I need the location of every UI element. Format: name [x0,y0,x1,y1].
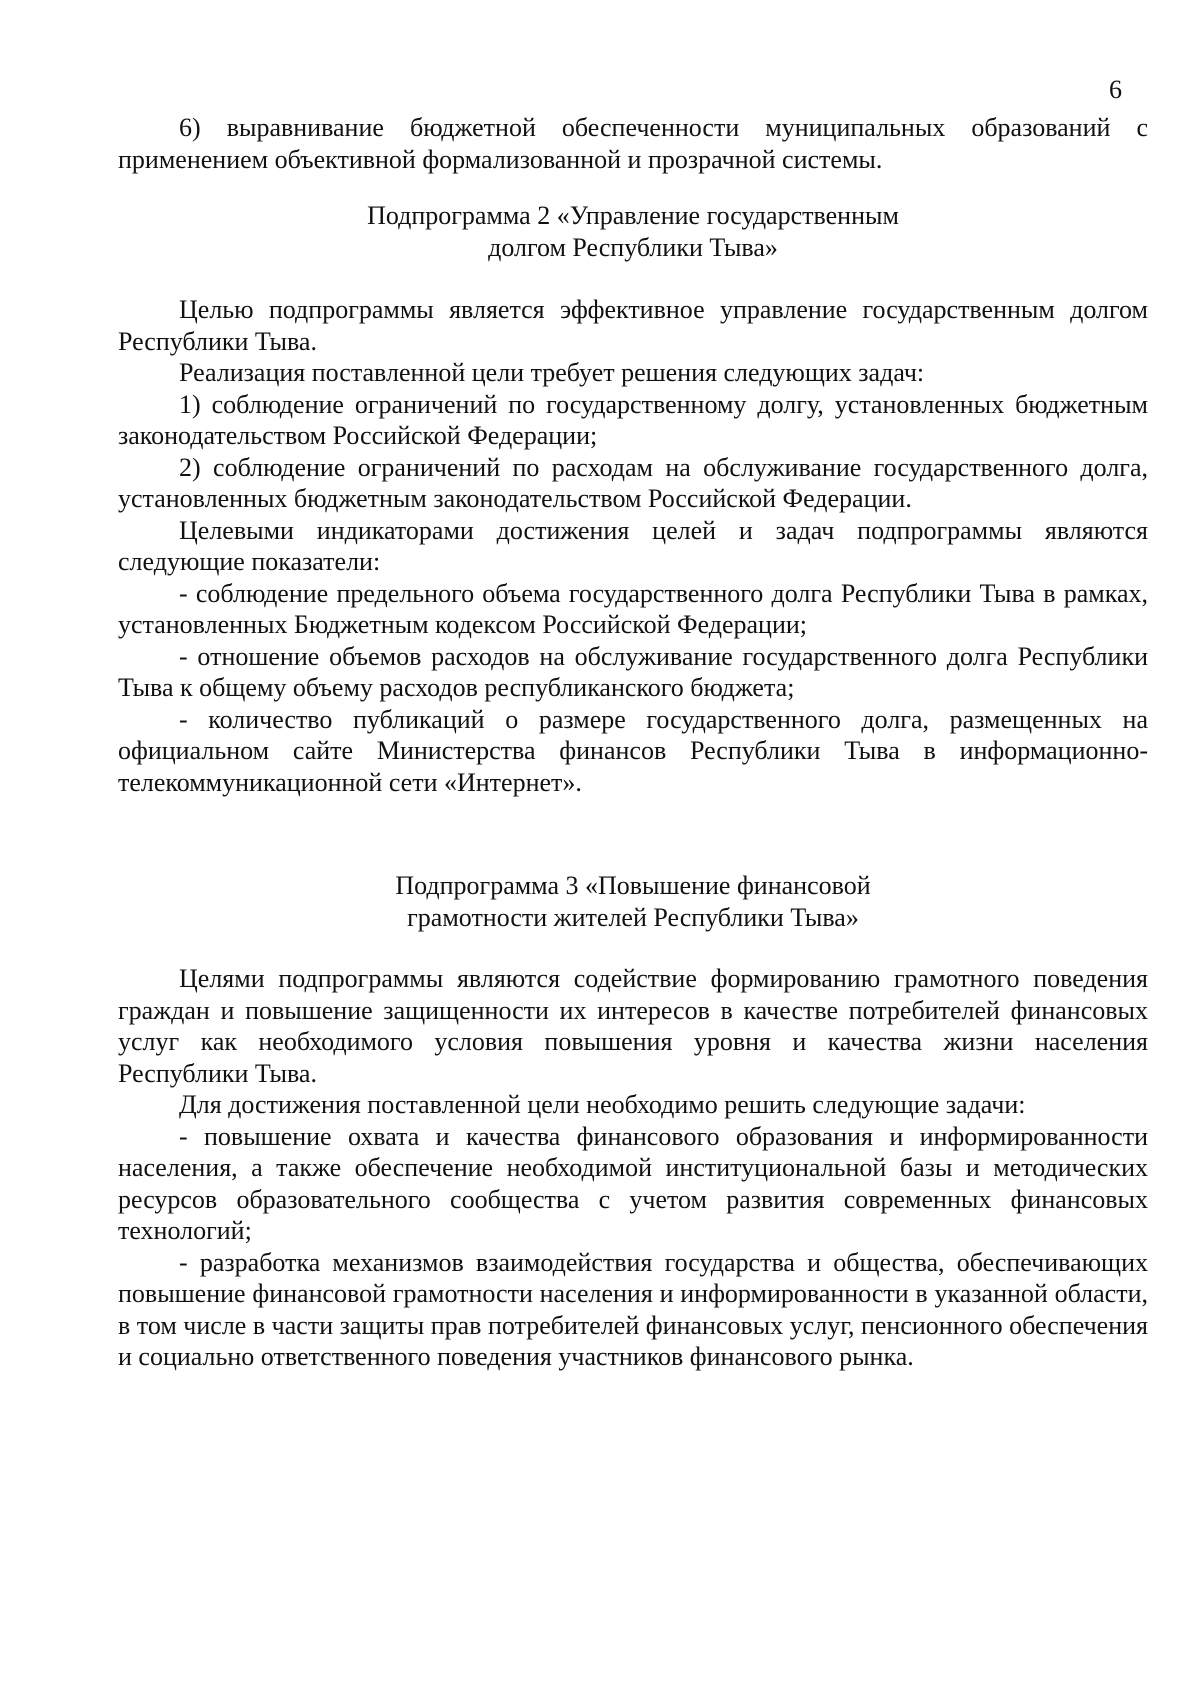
subprogram2-paragraph: Реализация поставленной цели требует решения следующих задач: [179,358,925,387]
subprogram2-paragraph: Целью подпрограммы является эффективное управление государственным долгом Республики Тыва. [118,295,1148,356]
subprogram2-paragraph: 2) соблюдение ограничений по расходам на обслуживание государственного долга, установленных бюджетным законодательством Российской Федерации. [118,452,1148,513]
subprogram2-heading [118,200,1148,263]
subprogram2-body [118,294,1148,798]
subprogram3-title-line2: грамотности жителей Республики Тыва» [407,902,859,932]
intro-item-6: 6) выравнивание бюджетной обеспеченности муниципальных образований с применением объективной формализованной и прозрачной системы. [118,113,1148,174]
subprogram3-heading [118,870,1148,933]
subprogram3-paragraph: - повышение охвата и качества финансового образования и информированности населения, а также обеспечение необходимой институциональной базы и методических ресурсов образовательного сообщества с учетом развития современных финансовых технологий; [118,1121,1148,1245]
subprogram2-title-line2: долгом Республики Тыва» [488,232,778,262]
subprogram3-title-line1: Подпрограмма 3 «Повышение финансовой [395,871,871,900]
subprogram2-paragraph: 1) соблюдение ограничений по государственному долгу, установленных бюджетным законодательством Российской Федерации; [118,389,1148,450]
subprogram3-paragraph: Для достижения поставленной цели необходимо решить следующие задачи: [179,1090,1026,1119]
intro-block [118,112,1148,175]
subprogram2-paragraph: Целевыми индикаторами достижения целей и задач подпрограммы являются следующие показатели: [118,515,1148,576]
subprogram3-body [118,963,1148,1373]
subprogram2-title-line1: Подпрограмма 2 «Управление государственным [367,201,899,230]
subprogram2-paragraph: - соблюдение предельного объема государственного долга Республики Тыва в рамках, установленных Бюджетным кодексом Российской Федерации; [118,578,1148,639]
subprogram2-paragraph: - отношение объемов расходов на обслуживание государственного долга Республики Тыва к общему объему расходов республиканского бюджета; [118,641,1148,702]
page-number: 6 [1109,75,1122,104]
subprogram3-paragraph: Целями подпрограммы являются содействие формированию грамотного поведения граждан и повышение защищенности их интересов в качестве потребителей финансовых услуг как необходимого условия повышения уровня и качества жизни населения Республики Тыва. [118,964,1148,1088]
subprogram3-paragraph: - разработка механизмов взаимодействия государства и общества, обеспечивающих повышение финансовой грамотности населения и информированности в указанной области, в том числе в части защиты прав потребителей финансовых услуг, пенсионного обеспечения и социально ответственного поведения участников финансового рынка. [118,1247,1148,1371]
subprogram2-paragraph: - количество публикаций о размере государственного долга, размещенных на официальном сайте Министерства финансов Республики Тыва в информационно-телекоммуникационной сети «Интернет». [118,704,1148,797]
